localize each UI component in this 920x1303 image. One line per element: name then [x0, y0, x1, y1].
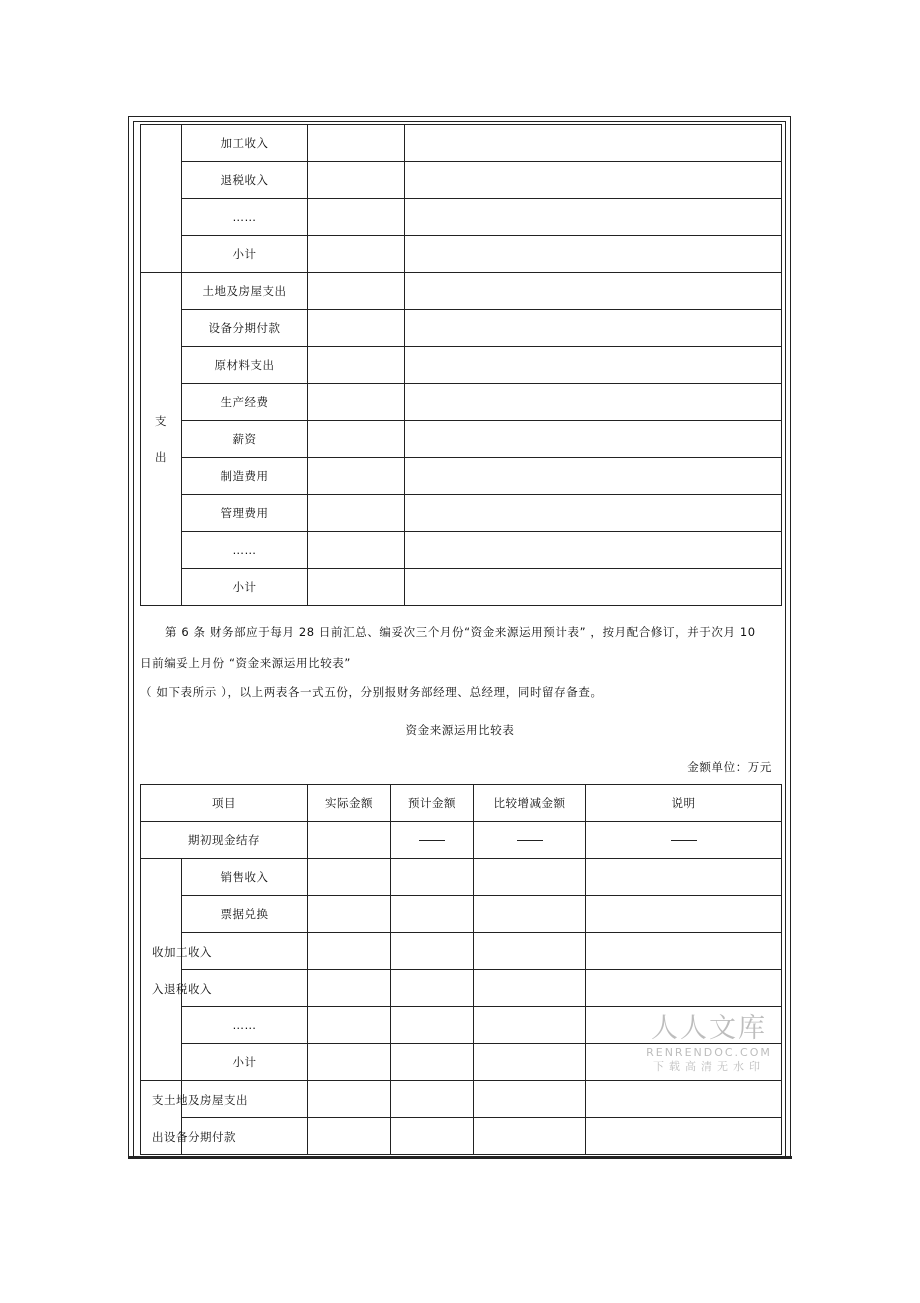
row-label: 原材料支出 [182, 347, 308, 384]
table-row [141, 532, 782, 569]
table-row [141, 310, 782, 347]
row-label: 生产经费 [182, 384, 308, 421]
header-estimated: 预计金额 [391, 785, 474, 822]
table-row [141, 384, 782, 421]
row-label: 销售收入 [182, 859, 308, 896]
watermark-site: RENRENDOC.COM [646, 1046, 772, 1059]
row-label: …… [182, 199, 308, 236]
row-label: …… [182, 532, 308, 569]
row-label: 制造费用 [182, 458, 308, 495]
article-6-line-3: （ 如下表所示 ），以上两表各一式五份，分别报财务部经理、总经理，同时留存备查。 [140, 685, 603, 699]
table-header-row [141, 785, 782, 822]
overlap-label-tax-refund: 入退税收入 [152, 982, 212, 996]
table-row [141, 569, 782, 606]
overlap-label-processing-income: 收加工收入 [152, 945, 212, 959]
header-notes: 说明 [586, 785, 782, 822]
table-row [141, 273, 782, 310]
row-label: 加工收入 [182, 125, 308, 162]
table-row [141, 933, 782, 970]
row-label: 设备分期付款 [182, 310, 308, 347]
table-row [141, 162, 782, 199]
article-6-line-2: 日前编妥上月份 “资金来源运用比较表” [140, 656, 351, 670]
row-label: 期初现金结存 [141, 822, 308, 859]
table-row [141, 970, 782, 1007]
article-6-line-1: 第 6 条 财务部应于每月 28 日前汇总、编妥次三个月份“资金来源运用预计表” ，按月配合修订，并于次月 10 [165, 625, 756, 639]
dash-mark [671, 840, 697, 841]
overlap-label-equipment-installment: 出设备分期付款 [152, 1130, 236, 1144]
expense-label-char-1: 支 [155, 414, 167, 428]
overlap-label-land-building: 支土地及房屋支出 [152, 1093, 248, 1107]
dash-mark [419, 840, 445, 841]
row-label: 管理费用 [182, 495, 308, 532]
header-actual: 实际金额 [308, 785, 391, 822]
row-label: 小计 [182, 1044, 308, 1081]
table-row [141, 822, 782, 859]
row-label: 票据兑换 [182, 896, 308, 933]
row-label: 土地及房屋支出 [182, 273, 308, 310]
row-label: 退税收入 [182, 162, 308, 199]
table-row [141, 125, 782, 162]
watermark-brand: 人人文库 [651, 1013, 767, 1044]
header-difference: 比较增减金额 [474, 785, 586, 822]
row-label: 小计 [182, 236, 308, 273]
row-label: …… [182, 1007, 308, 1044]
budget-table-continued [140, 124, 782, 606]
row-label: 薪资 [182, 421, 308, 458]
table-row [141, 1118, 782, 1155]
table-row [141, 347, 782, 384]
watermark [644, 1012, 774, 1074]
expense-group-label [141, 273, 182, 606]
watermark-slogan: 下载高清无水印 [653, 1060, 765, 1073]
income-group-cell [141, 859, 182, 1081]
table-title: 资金来源运用比较表 [405, 723, 515, 737]
row-label: 小计 [182, 569, 308, 606]
dash-mark [517, 840, 543, 841]
table-row [141, 495, 782, 532]
header-item: 项目 [141, 785, 308, 822]
table-row [141, 421, 782, 458]
table-row [141, 896, 782, 933]
table-row [141, 236, 782, 273]
amount-unit: 金额单位：万元 [687, 760, 772, 774]
expense-label-char-2: 出 [155, 450, 167, 464]
table-row [141, 458, 782, 495]
table-row [141, 199, 782, 236]
page-frame-bottom [128, 1156, 792, 1159]
income-group-cell [141, 125, 182, 273]
table-row [141, 859, 782, 896]
